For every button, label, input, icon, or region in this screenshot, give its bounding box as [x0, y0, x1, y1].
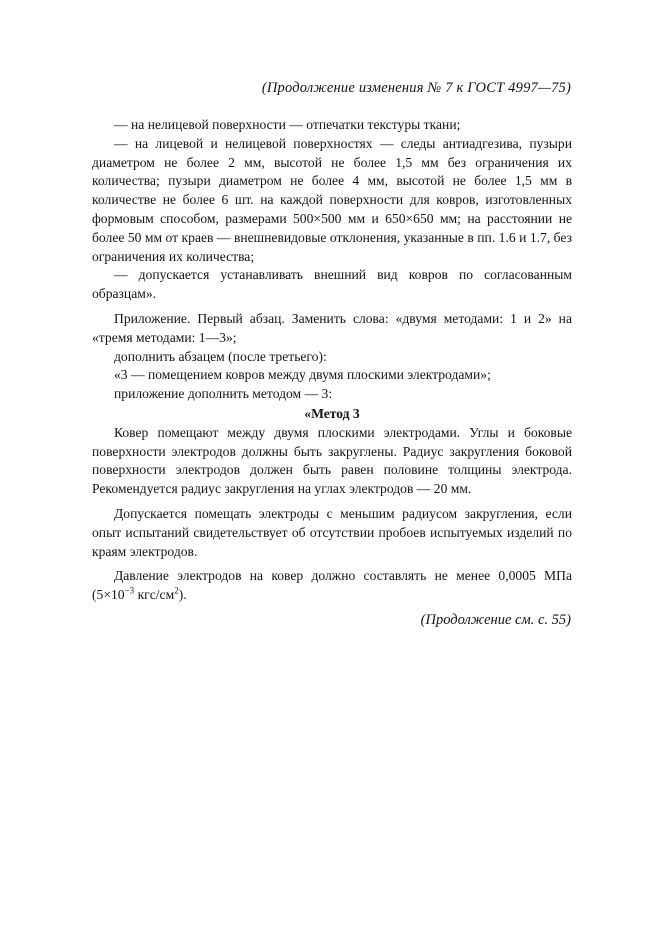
pressure-text: Давление электродов на ковер должно составлять не менее 0,0005 МПа (5×10 — [92, 568, 572, 603]
paragraph: приложение дополнить методом — 3: — [114, 386, 333, 402]
paragraph: — допускается устанавливать внешний вид ковров по согласованным образцам». — [92, 267, 572, 302]
paragraph-pressure — [92, 567, 572, 605]
paragraph: дополнить абзацем (после третьего): — [114, 348, 327, 364]
unit-exponent: 2 — [174, 585, 179, 596]
paragraph: Приложение. Первый абзац. Заменить слова: «двумя методами: 1 и 2» на «тремя методами: 1—3»; — [92, 310, 572, 345]
paragraph: Допускается помещать электроды с меньшим радиусом закругления, если опыт испытаний свидетельствует об отсутствии пробоев испытуемых изделий по краям электродов. — [92, 505, 572, 559]
paragraph: Ковер помещают между двумя плоскими электродами. Углы и боковые поверхности электродов должны быть закруглены. Радиус закругления боковой поверхности электродов должен быть равен половине толщины электрода. Рекомендуется радиус закругления на углах электродов — 20 мм. — [92, 424, 572, 497]
paragraph: «3 — помещением ковров между двумя плоскими электродами»; — [114, 367, 491, 383]
document-body — [92, 116, 572, 605]
exponent: −3 — [124, 585, 135, 596]
method-heading: «Метод 3 — [304, 405, 360, 421]
continuation-header: (Продолжение изменения № 7 к ГОСТ 4997—75) — [261, 80, 571, 96]
paragraph: — на лицевой и нелицевой поверхностях — следы антиадгезива, пузыри диаметром не более 2 мм, высотой не более 1,5 мм без ограничения их количества; пузыри диаметром не более 4 мм, высотой не более 1,5 мм в количестве не более 6 шт. на каждой поверхности для ковров, изготовленных формовым способом, размерами 500×500 мм и 650×650 мм; на расстоянии не более 50 мм от краев — внешневидовые отклонения, указанные в пп. 1.6 и 1.7, без ограничения их количества; — [92, 135, 572, 264]
pressure-end: ). — [178, 587, 187, 603]
pressure-unit: кгс/см — [134, 587, 175, 603]
continuation-footer: (Продолжение см. с. 55) — [420, 612, 571, 628]
paragraph: — на нелицевой поверхности — отпечатки текстуры ткани; — [114, 117, 461, 132]
